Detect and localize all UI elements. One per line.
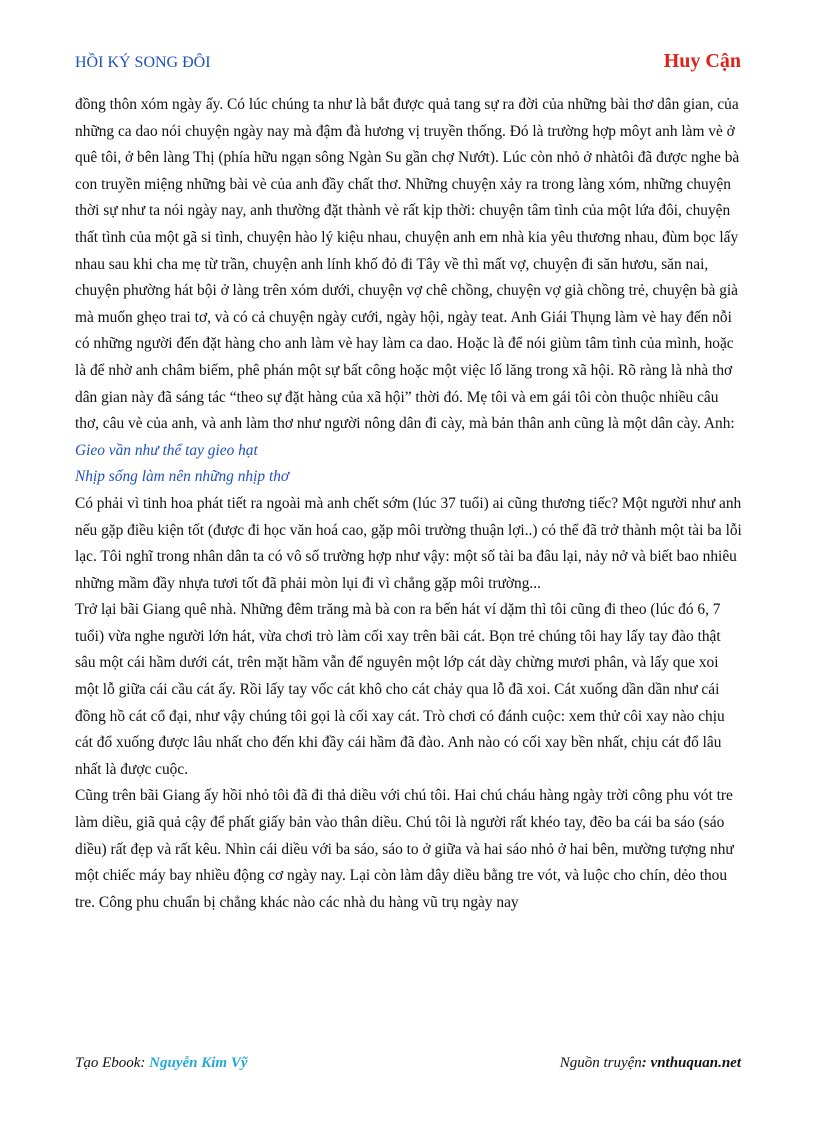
paragraph-1: đồng thôn xóm ngày ấy. Có lúc chúng ta như là bắt được quả tang sự ra đời của những bài thơ dân gian, của những ca dao nói chuyện ngày nay mà đậm đà hương vị truyền thống. Đó là trường hợp môyt anh làm vè ở quê tôi, ở bên làng Thị (phía hữu ngạn sông Ngàn Su gần chợ Nướt). Lúc còn nhỏ ở nhàtôi đã được nghe bà con truyền miệng những bài vè của anh đầy chất thơ. Những chuyện xảy ra trong làng xóm, những chuyện thời sự như ta nói ngày nay, anh thường đặt thành vè rất kịp thời: chuyện tâm tình của một lứa đôi, chuyện thất tình của một gã si tình, chuyện hào lý kiệu nhau, chuyện anh em nhà kia yêu thương nhau, đùm bọc lấy nhau sau khi cha mẹ từ trần, chuyện anh lính khố đỏ đi Tây về thì mất vợ, chuyện đi săn hươu, săn nai, chuyện phường hát bội ở làng trên xóm dưới, chuyện vợ chê chồng, chuyện vợ già chồng trẻ, chuyện bà già mà muốn ghẹo trai tơ, và có cả chuyện ngày cưới, ngày hội, ngày teat. Anh Giái Thụng làm vè hay đến nỗi có những người đến đặt hàng cho anh làm vè hay làm ca dao. Hoặc là để nói giùm tâm tình của mình, hoặc là để nhờ anh châm biếm, phê phán một sự bất công hoặc một việc lố lăng trong xã hội. Rõ ràng là nhà thơ dân gian này đã sáng tác “theo sự đặt hàng của xã hội” thời đó. Mẹ tôi và em gái tôi còn thuộc nhiều câu thơ, câu vè của anh, và anh làm thơ như người nông dân đi cày, mà bản thân anh cũng là một dân cày. Anh: <box>75 96 740 433</box>
page-content <box>75 92 745 916</box>
source-separator: : <box>641 1055 651 1071</box>
ebook-credit <box>75 1055 248 1072</box>
ebook-separator: : <box>140 1055 150 1071</box>
verse-line-1: Gieo vần như thể tay gieo hạt <box>75 441 258 459</box>
source-label: Nguồn truyện <box>559 1055 642 1071</box>
author-name: Huy Cận <box>663 50 741 72</box>
ebook-label: Tạo Ebook <box>75 1055 141 1071</box>
paragraph-2: Có phải vì tinh hoa phát tiết ra ngoài mà anh chết sớm (lúc 37 tuổi) ai cũng thương tiếc? Một người như anh nếu gặp điều kiện tốt (được đi học văn hoá cao, gặp môi trường thuận lợi..) có thể đã trở thành một tài ba lỗi lạc. Tôi nghĩ trong nhân dân ta có vô số trường hợp như vậy: một số tài ba đâu lại, nảy nở và biết bao nhiêu những mầm đầy nhựa tươi tốt đã phải mòn lụi đi vì chẳng gặp môi trường... <box>75 494 742 592</box>
ebook-creator-name: Nguyễn Kim Vỹ <box>149 1055 248 1071</box>
source-website[interactable]: vnthuquan.net <box>650 1055 741 1071</box>
source-credit <box>560 1055 741 1072</box>
paragraph-4: Cũng trên bãi Giang ấy hồi nhỏ tôi đã đi thả diều với chú tôi. Hai chú cháu hàng ngày trời công phu vót tre làm diều, giã quả cậy để phất giấy bản vào thân diều. Chú tôi là người rất khéo tay, đẽo ba cái ba sáo (sáo diều) rất đẹp và rất kêu. Nhìn cái diều với ba sáo, sáo to ở giữa và hai sáo nhỏ ở hai bên, mường tượng như một chiếc máy bay nhiều động cơ ngày nay. Lại còn làm dây diều bằng tre vót, và luộc cho chín, dẻo thou tre. Công phu chuẩn bị chẳng khác nào các nhà du hàng vũ trụ ngày nay <box>75 787 734 911</box>
page-header <box>75 50 741 76</box>
book-title: HỒI KÝ SONG ĐÔI <box>75 54 211 71</box>
verse-line-2: Nhịp sống làm nên những nhịp thơ <box>75 468 290 486</box>
paragraph-3: Trở lại bãi Giang quê nhà. Những đêm trăng mà bà con ra bến hát ví dặm thì tôi cũng đi theo (lúc đó 6, 7 tuổi) vừa nghe người lớn hát, vừa chơi trò làm cối xay trên bãi cát. Bọn trẻ chúng tôi hay lấy tay đào thật sâu một cái hầm dưới cát, trên mặt hầm vẫn để nguyên một lớp cát dày chừng mươi phân, và lấy que xoi một lỗ giữa cái cầu cát ấy. Rồi lấy tay vốc cát khô cho cát chảy qua lỗ đã xoi. Cát xuống dần dần như cái đồng hồ cát cổ đại, như vậy chúng tôi gọi là cối xay cát. Trò chơi có đánh cuộc: xem thử côi xay nào chịu cát đổ xuống được lâu nhất cho đến khi đầy cái hầm đã đào. Anh nào có cối xay bền nhất, chịu cát đổ lâu nhất là được cuộc. <box>75 601 725 778</box>
